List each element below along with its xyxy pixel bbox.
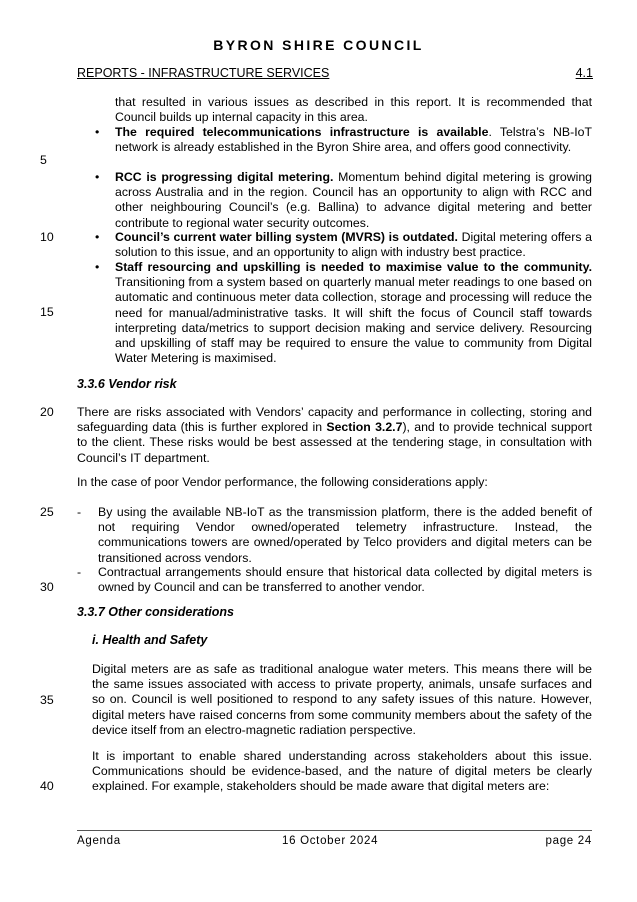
stakeholder-paragraph: It is important to enable shared understanding across stakeholders about this issue. Communications should be evidence-based, and the nature of digital meters be clearly explained. For example, stakeholders should be made aware that digital meters are: [92, 749, 592, 794]
vendor-considerations-intro: In the case of poor Vendor performance, the following considerations apply: [77, 475, 488, 489]
bullet-text: Digital metering offers a solution to this issue, and an opportunity to align with industry best practice. [115, 230, 592, 260]
footer-divider [77, 830, 592, 831]
dash-marker: - [77, 565, 82, 579]
bullet-bold: The required telecommunications infrastructure is available [115, 125, 489, 139]
line-number: 25 [40, 505, 54, 519]
dash-item: By using the available NB-IoT as the transmission platform, there is the added benefit of not requiring Vendor owned/operated telemetry infrastructure. Instead, the communications towers are owned/operated by Telco providers and digital meters can be transitioned across vendors. [98, 505, 592, 565]
bullet-icon: • [95, 170, 100, 184]
line-number: 40 [40, 779, 54, 793]
section-reference: Section 3.2.7 [326, 420, 403, 435]
footer-page: page 24 [545, 835, 592, 847]
line-number: 5 [40, 153, 47, 167]
bullet-bold: Staff resourcing and upskilling is needed to maximise value to the community. [115, 260, 592, 274]
bullet-text: Momentum behind digital metering is growing across Australia and in the region. Council has an opportunity to align with RCC and other neighbouring Council’s (e.g. Ballina) to advance digital metering and better contribute to regional water security outcomes. [115, 170, 592, 230]
dash-item: Contractual arrangements should ensure that historical data collected by digital meters is owned by Council and can be transferred to another vendor. [98, 565, 592, 595]
bullet-text: . Telstra’s NB-IoT network is already established in the Byron Shire area, and offers good connectivity. [115, 125, 592, 155]
subheading-health-safety: i. Health and Safety [92, 633, 208, 647]
health-safety-paragraph: Digital meters are as safe as traditional analogue water meters. This means there will be the same issues associated with access to private property, animals, unsafe surfaces and so on. Council is well positioned to respond to any safety issues of this nature. However, digital meters have raised concerns from some community members about the safety of the device itself from an electro-magnetic radiation perspective. [92, 662, 592, 737]
section-heading-other-considerations: 3.3.7 Other considerations [77, 605, 234, 619]
bullet-item [115, 230, 592, 260]
bullet-text: Transitioning from a system based on quarterly manual meter readings to one based on automatic and continuous meter data collection, storage and processing will reduce the need for manual/administrative tasks. It will shift the focus of Council staff towards interpreting data/metrics to support decision making and service delivery. Resourcing and upskilling of staff may be required to ensure the value to community from Digital Water Metering is maximised. [115, 275, 592, 366]
line-number: 10 [40, 230, 54, 244]
bullet-icon: • [95, 125, 100, 139]
section-header: REPORTS - INFRASTRUCTURE SERVICES [77, 66, 330, 80]
bullet-icon: • [95, 230, 100, 244]
line-number: 35 [40, 693, 54, 707]
line-number: 15 [40, 305, 54, 319]
line-number: 30 [40, 580, 54, 594]
bullet-icon: • [95, 260, 100, 274]
paragraph-text: There are risks associated with Vendors’ capacity and performance in collecting, storing and safeguarding data (this is further explored in [77, 405, 592, 435]
continuation-paragraph: that resulted in various issues as described in this report. It is recommended that Council builds up internal capacity in this area. [115, 95, 592, 125]
bullet-item [115, 260, 592, 366]
item-number: 4.1 [575, 66, 593, 80]
dash-marker: - [77, 505, 82, 519]
paragraph-text: ), and to provide technical support to the client. These risks would be best assessed at the tendering stage, in consultation with Council’s IT department. [77, 420, 592, 465]
footer-agenda: Agenda [77, 835, 121, 847]
bullet-item [115, 125, 592, 155]
line-number: 20 [40, 405, 54, 419]
council-title: BYRON SHIRE COUNCIL [213, 37, 424, 53]
bullet-bold: RCC is progressing digital metering. [115, 170, 334, 184]
bullet-bold: Council’s current water billing system (MVRS) is outdated. [115, 230, 458, 244]
footer-date: 16 October 2024 [282, 835, 379, 847]
bullet-item [115, 170, 592, 231]
section-heading-vendor-risk: 3.3.6 Vendor risk [77, 377, 177, 391]
vendor-risk-paragraph [77, 405, 592, 466]
